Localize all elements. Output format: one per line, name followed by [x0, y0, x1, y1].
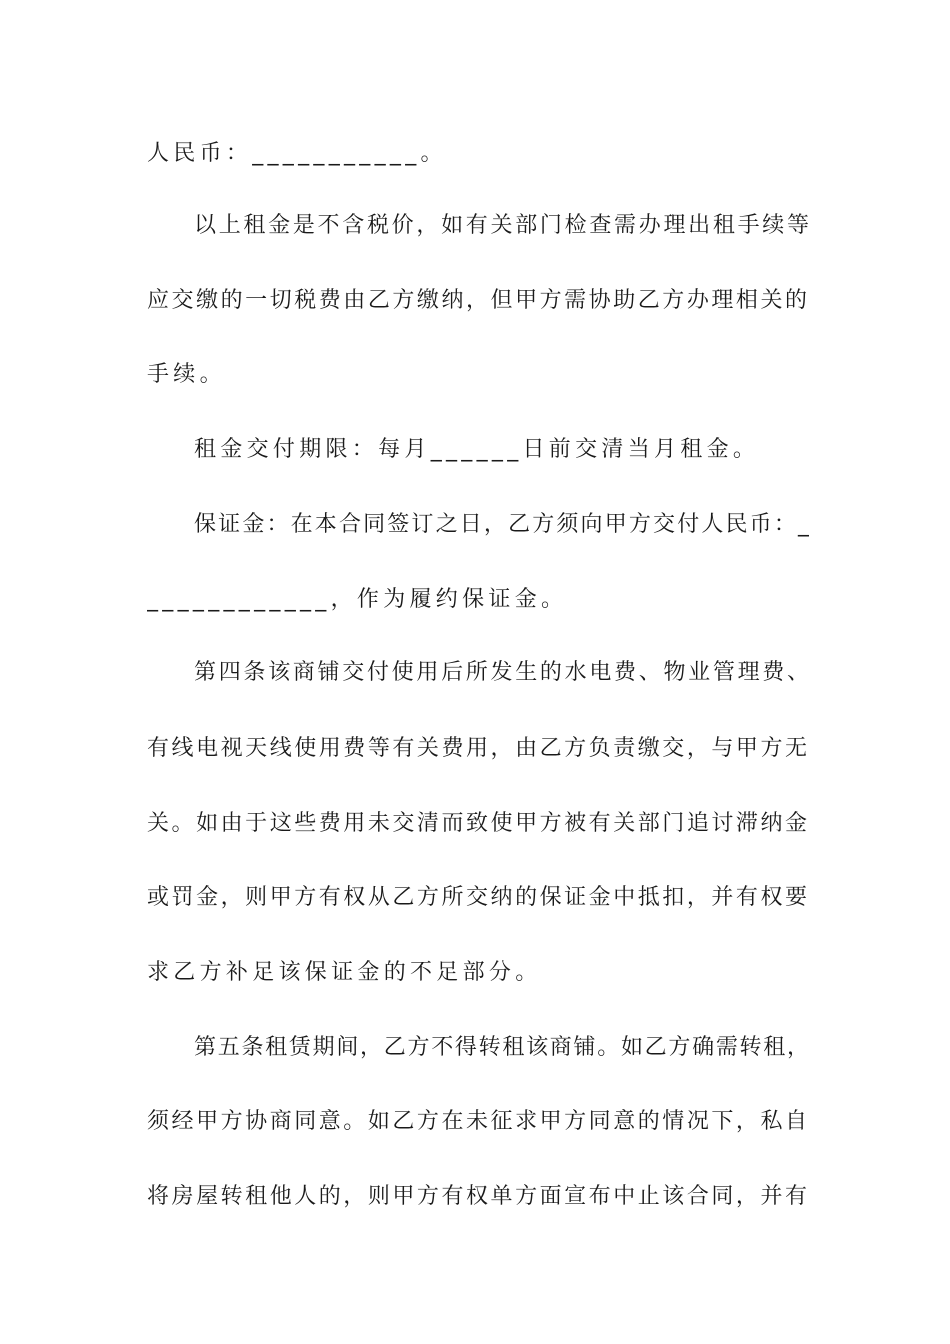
paragraph-line: 租金交付期限：每月______日前交清当月租金。 [194, 437, 760, 462]
text-line: 须经甲方协商同意。如乙方在未征求甲方同意的情况下，私自 [147, 1109, 807, 1134]
text-line: 关。如由于这些费用未交清而致使甲方被有关部门追讨滞纳金 [147, 811, 807, 836]
paragraph-line: 保证金：在本合同签订之日，乙方须向甲方交付人民币：_ [194, 512, 809, 537]
text-line: 将房屋转租他人的，则甲方有权单方面宣布中止该合同，并有 [147, 1184, 807, 1209]
paragraph-line: 以上租金是不含税价，如有关部门检查需办理出租手续等 [194, 213, 809, 238]
paragraph-line: 第四条该商铺交付使用后所发生的水电费、物业管理费、 [194, 660, 809, 685]
text-line: 人民币：___________。 [147, 141, 447, 166]
text-line: 有线电视天线使用费等有关费用，由乙方负责缴交，与甲方无 [147, 736, 807, 761]
paragraph-line: 第五条租赁期间，乙方不得转租该商铺。如乙方确需转租， [194, 1035, 809, 1060]
text-line: 应交缴的一切税费由乙方缴纳，但甲方需协助乙方办理相关的 [147, 288, 807, 313]
text-line: 或罚金，则甲方有权从乙方所交纳的保证金中抵扣，并有权要 [147, 885, 807, 910]
text-line: 手续。 [147, 362, 226, 387]
text-line: ____________，作为履约保证金。 [147, 587, 568, 612]
text-line: 求乙方补足该保证金的不足部分。 [147, 960, 542, 985]
